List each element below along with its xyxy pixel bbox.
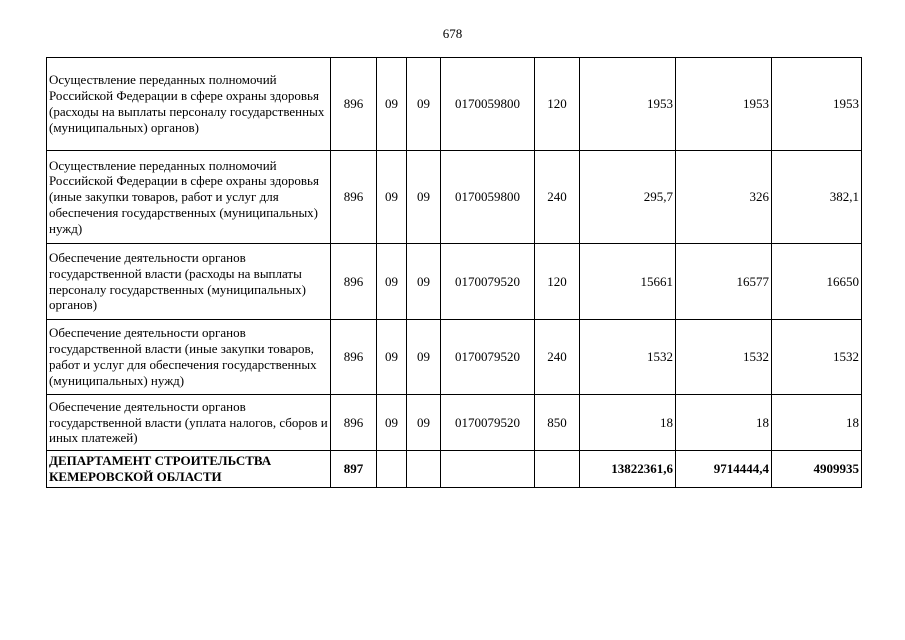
cell-section: 09 [377, 320, 407, 395]
cell-amount-2: 1532 [676, 320, 772, 395]
cell-amount-2: 9714444,4 [676, 451, 772, 488]
cell-expense-type: 120 [535, 58, 580, 151]
cell-amount-2: 16577 [676, 244, 772, 320]
cell-ministry: 897 [331, 451, 377, 488]
cell-expense-type: 240 [535, 151, 580, 244]
cell-target: 0170059800 [441, 151, 535, 244]
cell-name: Обеспечение деятельности органов государственной власти (расходы на выплаты персоналу государственных (муниципальных) органов) [47, 244, 331, 320]
cell-target: 0170059800 [441, 58, 535, 151]
cell-amount-2: 326 [676, 151, 772, 244]
cell-amount-3: 18 [772, 395, 862, 451]
cell-section: 09 [377, 244, 407, 320]
budget-table [46, 57, 862, 488]
cell-ministry: 896 [331, 151, 377, 244]
cell-amount-3: 1953 [772, 58, 862, 151]
cell-subsection: 09 [407, 320, 441, 395]
cell-amount-2: 1953 [676, 58, 772, 151]
cell-amount-1: 18 [580, 395, 676, 451]
cell-amount-3: 382,1 [772, 151, 862, 244]
cell-section: 09 [377, 58, 407, 151]
cell-ministry: 896 [331, 395, 377, 451]
cell-subsection [407, 451, 441, 488]
cell-amount-1: 1953 [580, 58, 676, 151]
table-row [47, 320, 862, 395]
cell-target: 0170079520 [441, 395, 535, 451]
cell-name: ДЕПАРТАМЕНТ СТРОИТЕЛЬСТВА КЕМЕРОВСКОЙ ОБЛАСТИ [47, 451, 331, 488]
cell-amount-3: 4909935 [772, 451, 862, 488]
cell-target [441, 451, 535, 488]
table-row [47, 151, 862, 244]
cell-subsection: 09 [407, 395, 441, 451]
department-total-row [47, 451, 862, 488]
cell-amount-2: 18 [676, 395, 772, 451]
cell-expense-type: 120 [535, 244, 580, 320]
table-row [47, 244, 862, 320]
cell-expense-type [535, 451, 580, 488]
cell-section [377, 451, 407, 488]
cell-ministry: 896 [331, 320, 377, 395]
cell-subsection: 09 [407, 244, 441, 320]
cell-name: Осуществление переданных полномочий Российской Федерации в сфере охраны здоровья (иные закупки товаров, работ и услуг для обеспечения государственных (муниципальных) нужд) [47, 151, 331, 244]
cell-section: 09 [377, 395, 407, 451]
cell-section: 09 [377, 151, 407, 244]
cell-expense-type: 240 [535, 320, 580, 395]
cell-subsection: 09 [407, 151, 441, 244]
cell-name: Обеспечение деятельности органов государственной власти (иные закупки товаров, работ и услуг для обеспечения государственных (муниципальных) нужд) [47, 320, 331, 395]
cell-amount-1: 13822361,6 [580, 451, 676, 488]
cell-ministry: 896 [331, 58, 377, 151]
cell-name: Обеспечение деятельности органов государственной власти (уплата налогов, сборов и иных платежей) [47, 395, 331, 451]
table-row [47, 395, 862, 451]
cell-ministry: 896 [331, 244, 377, 320]
cell-expense-type: 850 [535, 395, 580, 451]
cell-target: 0170079520 [441, 244, 535, 320]
cell-amount-1: 15661 [580, 244, 676, 320]
cell-amount-3: 16650 [772, 244, 862, 320]
cell-name: Осуществление переданных полномочий Российской Федерации в сфере охраны здоровья (расходы на выплаты персоналу государственных (муниципальных) органов) [47, 58, 331, 151]
cell-amount-1: 295,7 [580, 151, 676, 244]
cell-target: 0170079520 [441, 320, 535, 395]
table-row [47, 58, 862, 151]
cell-amount-1: 1532 [580, 320, 676, 395]
page-number: 678 [442, 26, 463, 41]
cell-amount-3: 1532 [772, 320, 862, 395]
cell-subsection: 09 [407, 58, 441, 151]
